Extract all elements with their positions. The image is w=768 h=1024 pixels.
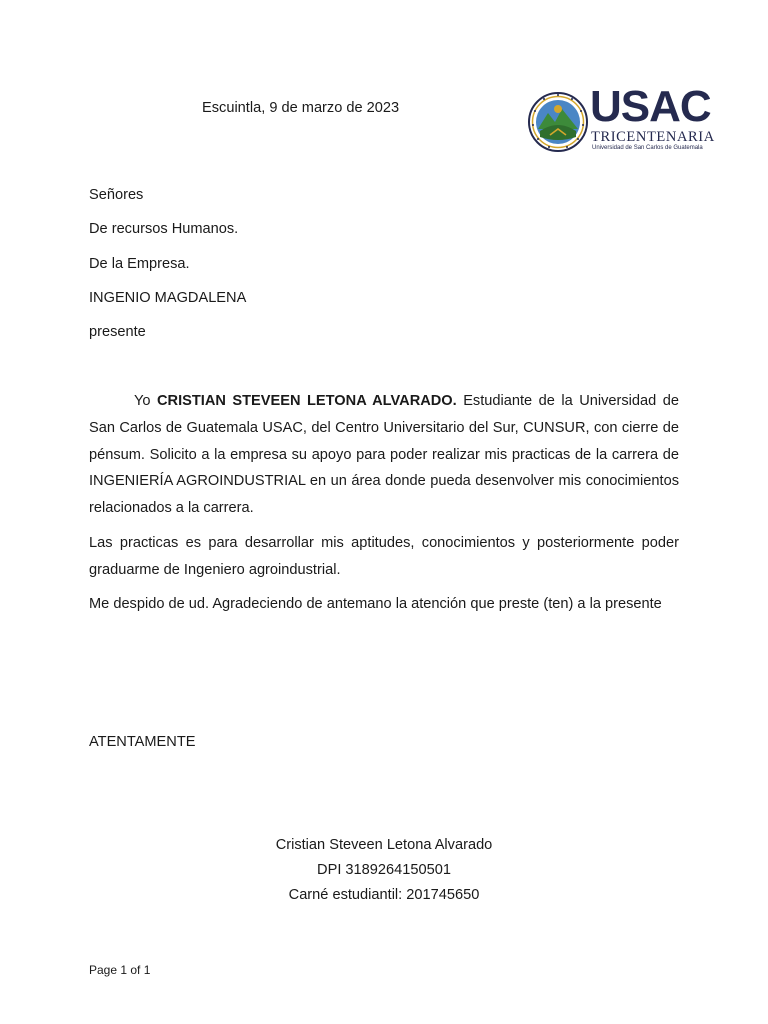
body-paragraph-2 [89, 530, 679, 584]
signature-carne: Carné estudiantil: 201745650 [288, 887, 480, 903]
body-paragraph-3 [89, 591, 679, 618]
intro-rest: Estudiante de la Universidad de San Carlos de Guatemala USAC, del Centro Universitario del Sur, CUNSUR, con cierre de pénsum. Solicito a la empresa su apoyo para poder realizar mis practicas de la carrera de INGENIERÍA AGROINDUSTRIAL en un área donde pueda desenvolver mis conocimientos relacionados a la carrera. [89, 393, 679, 517]
recipient-line-3: De la Empresa. [89, 256, 190, 272]
closing: ATENTAMENTE [89, 734, 196, 750]
recipient-line-1: Señores [89, 187, 144, 203]
recipient-company: INGENIO MAGDALENA [89, 290, 247, 306]
logo-tagline: TRICENTENARIA [591, 129, 715, 145]
signature-block [238, 833, 530, 908]
body-paragraph-1 [89, 388, 679, 522]
purpose-text: Las practicas es para desarrollar mis aptitudes, conocimientos y posteriormente poder graduarme de Ingeniero agroindustrial. [89, 535, 679, 578]
intro-prefix: Yo [134, 393, 157, 409]
recipient-line-2: De recursos Humanos. [89, 221, 239, 237]
logo-wordmark: USAC [590, 82, 711, 131]
usac-logo [528, 82, 715, 155]
signature-name: Cristian Steveen Letona Alvarado [275, 837, 493, 853]
student-name-bold: CRISTIAN STEVEEN LETONA ALVARADO. [157, 393, 457, 409]
usac-seal-icon [528, 89, 588, 155]
recipient-line-5: presente [89, 324, 146, 340]
logo-subtitle: Universidad de San Carlos de Guatemala [592, 145, 703, 151]
date-line: Escuintla, 9 de marzo de 2023 [202, 100, 400, 116]
farewell-text: Me despido de ud. Agradeciendo de antemano la atención que preste (ten) a la presente [89, 596, 662, 612]
page-number: Page 1 of 1 [89, 963, 151, 977]
signature-dpi: DPI 3189264150501 [317, 862, 451, 878]
